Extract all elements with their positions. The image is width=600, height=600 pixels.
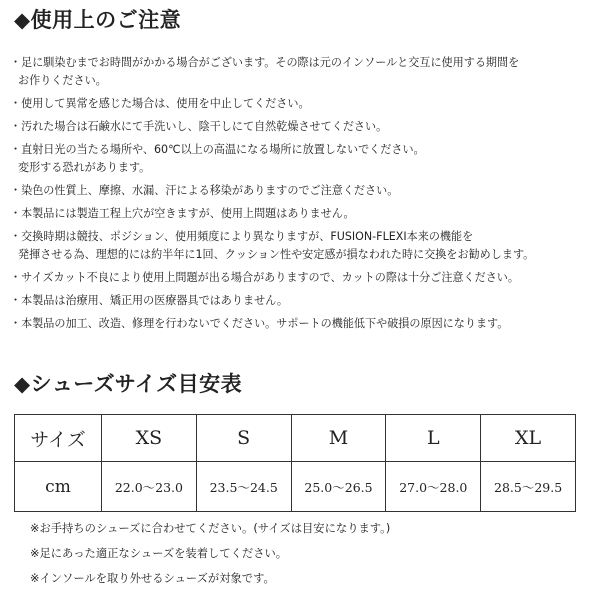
range-xs: 22.0～23.0 <box>102 462 197 512</box>
usage-note <box>10 182 595 200</box>
size-xl: XL <box>481 415 576 462</box>
usage-note-line: ・本製品は治療用、矯正用の医療器具ではありません。 <box>10 294 289 307</box>
usage-note-line: ・使用して異常を感じた場合は、使用を中止してください。 <box>10 97 310 110</box>
usage-note-line: お作りください。 <box>18 74 107 87</box>
size-header-row <box>15 415 576 462</box>
range-l: 27.0～28.0 <box>386 462 481 512</box>
size-m: M <box>291 415 386 462</box>
range-xl: 28.5～29.5 <box>481 462 576 512</box>
usage-note <box>10 205 595 223</box>
usage-note-line: ・交換時期は競技、ポジション、使用頻度により異なりますが、FUSION-FLEXI本来の機能を <box>10 230 474 243</box>
size-footnotes <box>30 520 590 595</box>
usage-note-line: ・本製品には製造工程上穴が空きますが、使用上問題はありません。 <box>10 207 355 220</box>
usage-note-line: ・汚れた場合は石鹸水にて手洗いし、陰干しにて自然乾燥させてください。 <box>10 120 388 133</box>
usage-note <box>10 292 595 310</box>
size-s: S <box>196 415 291 462</box>
usage-notes-list <box>10 54 595 338</box>
size-cm-row <box>15 462 576 512</box>
usage-note <box>10 228 595 264</box>
usage-note <box>10 54 595 90</box>
size-chart-heading: ◆シューズサイズ目安表 <box>14 372 243 396</box>
usage-note-line: ・染色の性質上、摩擦、水漏、汗による移染がありますのでご注意ください。 <box>10 184 399 197</box>
range-m: 25.0～26.5 <box>291 462 386 512</box>
footnote: ※インソールを取り外せるシューズが対象です。 <box>30 572 275 585</box>
usage-note <box>10 118 595 136</box>
usage-note-line: ・サイズカット不良により使用上問題が出る場合がありますので、カットの際は十分ご注意ください。 <box>10 271 519 284</box>
usage-note <box>10 141 595 177</box>
usage-note-line: ・直射日光の当たる場所や、60℃以上の高温になる場所に放置しないでください。 <box>10 143 425 156</box>
usage-note-line: 変形する恐れがあります。 <box>18 161 151 174</box>
size-l: L <box>386 415 481 462</box>
size-header-label: サイズ <box>15 415 102 462</box>
footnote: ※お手持ちのシューズに合わせてください。(サイズは目安になります。) <box>30 522 391 535</box>
cm-row-label: cm <box>15 462 102 512</box>
usage-note-line: ・足に馴染むまでお時間がかかる場合がございます。その際は元のインソールと交互に使用する期間を <box>10 56 520 69</box>
usage-note <box>10 315 595 333</box>
footnote: ※足にあった適正なシューズを装着してください。 <box>30 547 288 560</box>
usage-note-line: 発揮させる為、理想的には約半年に1回、クッション性や安定感が損なわれた時に交換をお勧めします。 <box>18 248 535 261</box>
usage-note <box>10 95 595 113</box>
size-chart-table <box>14 414 576 512</box>
size-xs: XS <box>102 415 197 462</box>
usage-note <box>10 269 595 287</box>
usage-note-line: ・本製品の加工、改造、修理を行わないでください。サポートの機能低下や破損の原因になります。 <box>10 317 509 330</box>
usage-notes-heading: ◆使用上のご注意 <box>14 8 182 32</box>
range-s: 23.5～24.5 <box>196 462 291 512</box>
